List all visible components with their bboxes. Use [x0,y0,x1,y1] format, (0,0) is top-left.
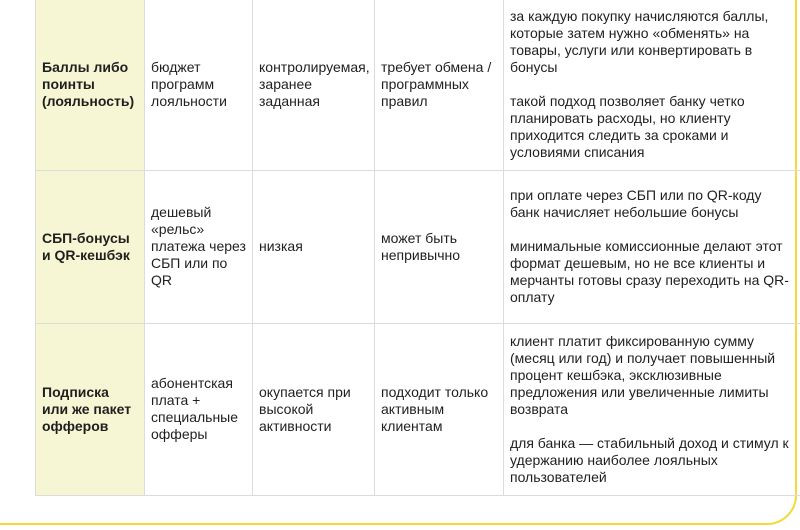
description-paragraph: за каждую покупку начисляются баллы, которые затем нужно «обменять» на товары, услуги или конвертировать в бонусы [510,8,769,76]
row-type-cell: Подписка или же пакет офферов [36,323,145,495]
source-cell: бюджет программ лояльности [145,0,253,170]
table-row [36,323,800,495]
description-paragraph: при оплате через СБП или по QR-коду банк начисляет небольшие бонусы [510,187,762,220]
comparison-table [35,0,800,496]
description-cell [504,170,800,323]
table-row [36,170,800,323]
description-paragraph: такой подход позволяет банку четко планировать расходы, но клиенту приходится следить за сроками и условиями списания [510,93,745,161]
cost-cell: контролируемая, заранее заданная [253,0,375,170]
source-cell: дешевый «рельс» платежа через СБП или по QR [145,170,253,323]
description-cell [504,323,800,495]
row-type-cell: СБП-бонусы и QR-кешбэк [36,170,145,323]
cost-cell: низкая [253,170,375,323]
table-row [36,0,800,170]
convenience-cell: подходит только активным клиентам [375,323,504,495]
source-cell: абонентская плата + специальные офферы [145,323,253,495]
description-cell [504,0,800,170]
description-paragraph: для банка — стабильный доход и стимул к удержанию наиболее лояльных пользователей [510,434,789,485]
description-paragraph: клиент платит фиксированную сумму (месяц или год) и получает повышенный процент кешбэка, эксклюзивные предложения или увеличенные лимиты возврата [510,332,776,417]
cost-cell: окупается при высокой активности [253,323,375,495]
row-type-cell: Баллы либо поинты (лояльность) [36,0,145,170]
convenience-cell: может быть непривычно [375,170,504,323]
description-paragraph: минимальные комиссионные делают этот формат дешевым, но не все клиенты и мерчанты готовы сразу переходить на QR-оплату [510,238,789,305]
convenience-cell: требует обмена / программных правил [375,0,504,170]
